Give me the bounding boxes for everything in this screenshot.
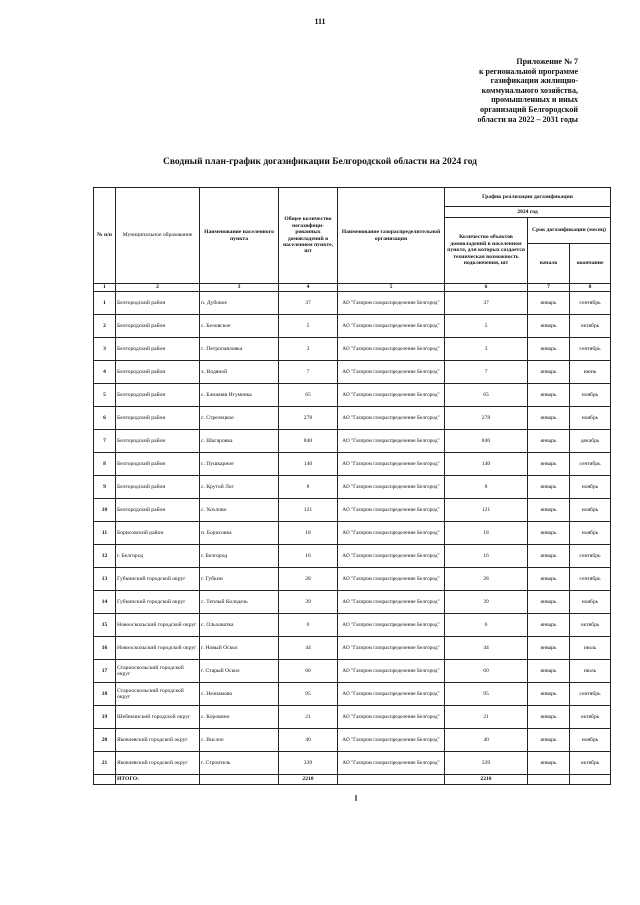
cell-municipality: Белгородский район [116, 315, 200, 338]
cell-start: январь [528, 430, 570, 453]
cell-num: 21 [94, 752, 116, 775]
table-row [94, 361, 611, 384]
cell-objects-count: 5 [445, 315, 528, 338]
cell-total-households: 39 [279, 591, 338, 614]
appendix-line: газификации жилищно- [490, 76, 578, 86]
cell-objects-count: 6 [445, 614, 528, 637]
cell-gas-organization: АО "Газпром газораспределение Белгород" [338, 430, 445, 453]
cell-end: ноябрь [570, 384, 611, 407]
cell-settlement: с. Коровино [200, 706, 279, 729]
cell-settlement: г. Губкин [200, 568, 279, 591]
cell-num: 3 [94, 338, 116, 361]
appendix-line: к региональной программе [478, 66, 578, 76]
cell-gas-organization: АО "Газпром газораспределение Белгород" [338, 384, 445, 407]
cell-municipality: Белгородский район [116, 384, 200, 407]
column-number: 3 [200, 284, 279, 292]
cell-num: 19 [94, 706, 116, 729]
cell-start: январь [528, 637, 570, 660]
header-total-households: Общее количество негазифици-рованных домовладений в населенном пункте, шт [279, 188, 338, 284]
header-municipality: Муниципальное образование [116, 188, 200, 284]
cell-settlement: п. Борисовка [200, 522, 279, 545]
cell-settlement: п. Дубовое [200, 292, 279, 315]
cell-municipality: Новооскольский городской округ [116, 637, 200, 660]
cell-objects-count: 95 [445, 683, 528, 706]
cell-total-households: 37 [279, 292, 338, 315]
cell-settlement: г. Новый Оскол [200, 637, 279, 660]
cell-gas-organization: АО "Газпром газораспределение Белгород" [338, 453, 445, 476]
cell-municipality: Яковлевский городской округ [116, 729, 200, 752]
scan-mark [355, 795, 357, 801]
cell-num: 10 [94, 499, 116, 522]
cell-end: октябрь [570, 315, 611, 338]
cell-end: октябрь [570, 752, 611, 775]
cell-end: июль [570, 660, 611, 683]
cell-num: 12 [94, 545, 116, 568]
cell-num: 17 [94, 660, 116, 683]
cell-objects-count: 140 [445, 453, 528, 476]
table-row [94, 614, 611, 637]
table-row [94, 384, 611, 407]
cell-start: январь [528, 315, 570, 338]
cell-end: сентябрь [570, 568, 611, 591]
cell-settlement: с. Незнамово [200, 683, 279, 706]
cell-end: сентябрь [570, 338, 611, 361]
cell-total-households: 44 [279, 637, 338, 660]
header-year: 2024 год [445, 207, 611, 218]
cell-municipality: Белгородский район [116, 338, 200, 361]
cell-num: 7 [94, 430, 116, 453]
table-row [94, 591, 611, 614]
cell-end: ноябрь [570, 522, 611, 545]
table-row [94, 752, 611, 775]
cell-gas-organization: АО "Газпром газораспределение Белгород" [338, 752, 445, 775]
cell-end: ноябрь [570, 591, 611, 614]
cell-start: январь [528, 292, 570, 315]
cell-settlement: с. Крутой Лог [200, 476, 279, 499]
cell-total-households: 65 [279, 384, 338, 407]
cell-settlement: с. Стрелецкое [200, 407, 279, 430]
cell-gas-organization: АО "Газпром газораспределение Белгород" [338, 637, 445, 660]
header-schedule-group: График реализации догазификации [445, 188, 611, 207]
table-row [94, 683, 611, 706]
cell-objects-count: 28 [445, 568, 528, 591]
total-households: 2210 [279, 775, 338, 785]
cell-total-households: 60 [279, 660, 338, 683]
cell-municipality: Белгородский район [116, 453, 200, 476]
header-start: начало [528, 244, 570, 284]
table-row [94, 292, 611, 315]
cell-settlement: с. Беловское [200, 315, 279, 338]
cell-settlement: с. Теплый Колодезь [200, 591, 279, 614]
header-gas-organization: Наименование газораспределительной организации [338, 188, 445, 284]
cell-settlement: с. Вислое [200, 729, 279, 752]
cell-total-households: 95 [279, 683, 338, 706]
table-row [94, 407, 611, 430]
cell-total-households: 16 [279, 545, 338, 568]
cell-start: январь [528, 384, 570, 407]
cell-municipality: Старооскольский городской округ [116, 660, 200, 683]
cell-start: январь [528, 683, 570, 706]
cell-objects-count: 840 [445, 430, 528, 453]
cell-objects-count: 7 [445, 361, 528, 384]
cell-municipality: Губкинский городской округ [116, 568, 200, 591]
appendix-line: организаций Белгородской [479, 104, 578, 114]
appendix-note [408, 57, 578, 124]
table-row [94, 430, 611, 453]
cell-total-households: 8 [279, 476, 338, 499]
table-row [94, 499, 611, 522]
column-number: 6 [445, 284, 528, 292]
cell-gas-organization: АО "Газпром газораспределение Белгород" [338, 614, 445, 637]
cell-objects-count: 121 [445, 499, 528, 522]
cell-start: январь [528, 752, 570, 775]
cell-total-households: 339 [279, 752, 338, 775]
header-settlement: Наименование населенного пункта [200, 188, 279, 284]
cell-total-households: 121 [279, 499, 338, 522]
cell-settlement: г. Строитель [200, 752, 279, 775]
cell-start: январь [528, 545, 570, 568]
gasification-schedule-table [93, 187, 611, 785]
cell-start: январь [528, 499, 570, 522]
cell-start: январь [528, 568, 570, 591]
cell-objects-count: 16 [445, 545, 528, 568]
cell-total-households: 7 [279, 361, 338, 384]
cell-total-households: 21 [279, 706, 338, 729]
cell-gas-organization: АО "Газпром газораспределение Белгород" [338, 545, 445, 568]
table-row [94, 315, 611, 338]
cell-objects-count: 65 [445, 384, 528, 407]
cell-end: октябрь [570, 614, 611, 637]
cell-objects-count: 60 [445, 660, 528, 683]
column-number: 7 [528, 284, 570, 292]
cell-start: январь [528, 476, 570, 499]
column-number: 2 [116, 284, 200, 292]
cell-start: январь [528, 453, 570, 476]
cell-settlement: г. Старый Оскол [200, 660, 279, 683]
cell-gas-organization: АО "Газпром газораспределение Белгород" [338, 338, 445, 361]
cell-gas-organization: АО "Газпром газораспределение Белгород" [338, 706, 445, 729]
cell-end: сентябрь [570, 292, 611, 315]
cell-num: 18 [94, 683, 116, 706]
cell-gas-organization: АО "Газпром газораспределение Белгород" [338, 729, 445, 752]
column-numbers-row [94, 284, 611, 292]
cell-total-households: 40 [279, 729, 338, 752]
cell-total-households: 140 [279, 453, 338, 476]
column-number: 4 [279, 284, 338, 292]
cell-end: июнь [570, 361, 611, 384]
cell-total-households: 6 [279, 614, 338, 637]
cell-settlement: с. Ольховатка [200, 614, 279, 637]
table-body [94, 292, 611, 785]
cell-start: январь [528, 729, 570, 752]
cell-end: сентябрь [570, 545, 611, 568]
cell-end: сентябрь [570, 683, 611, 706]
cell-settlement: с. Хохлово [200, 499, 279, 522]
header-period: Срок догазификации (месяц) [528, 218, 611, 244]
cell-total-households: 5 [279, 315, 338, 338]
cell-municipality: г. Белгород [116, 545, 200, 568]
cell-start: январь [528, 407, 570, 430]
cell-municipality: Белгородский район [116, 361, 200, 384]
cell-municipality: Белгородский район [116, 430, 200, 453]
cell-end: июль [570, 637, 611, 660]
cell-gas-organization: АО "Газпром газораспределение Белгород" [338, 476, 445, 499]
cell-municipality: Губкинский городской округ [116, 591, 200, 614]
cell-total-households: 28 [279, 568, 338, 591]
cell-municipality: Шебекинский городской округ [116, 706, 200, 729]
cell-num: 20 [94, 729, 116, 752]
cell-num: 16 [94, 637, 116, 660]
cell-objects-count: 39 [445, 591, 528, 614]
cell-num: 2 [94, 315, 116, 338]
cell-objects-count: 339 [445, 752, 528, 775]
cell-num: 8 [94, 453, 116, 476]
cell-gas-organization: АО "Газпром газораспределение Белгород" [338, 499, 445, 522]
cell-municipality: Белгородский район [116, 292, 200, 315]
cell-end: декабрь [570, 430, 611, 453]
cell-start: январь [528, 591, 570, 614]
cell-total-households: 3 [279, 338, 338, 361]
cell-gas-organization: АО "Газпром газораспределение Белгород" [338, 591, 445, 614]
cell-num: 15 [94, 614, 116, 637]
header-objects-count: Количество объектов домовладений в населенном пункте, для которых создается техническая возможность подключения, шт [445, 218, 528, 284]
cell-num: 13 [94, 568, 116, 591]
cell-start: январь [528, 660, 570, 683]
cell-total-households: 840 [279, 430, 338, 453]
cell-gas-organization: АО "Газпром газораспределение Белгород" [338, 315, 445, 338]
cell-municipality: Белгородский район [116, 407, 200, 430]
cell-municipality: Белгородский район [116, 476, 200, 499]
total-label: ИТОГО: [116, 775, 200, 785]
cell-municipality: Яковлевский городской округ [116, 752, 200, 775]
cell-end: ноябрь [570, 729, 611, 752]
cell-total-households: 18 [279, 522, 338, 545]
cell-num: 9 [94, 476, 116, 499]
header-num: № п/п [94, 188, 116, 284]
cell-end: ноябрь [570, 407, 611, 430]
cell-settlement: х. Водяной [200, 361, 279, 384]
appendix-line: промышленных и иных [491, 95, 578, 105]
cell-gas-organization: АО "Газпром газораспределение Белгород" [338, 407, 445, 430]
table-row [94, 453, 611, 476]
cell-objects-count: 37 [445, 292, 528, 315]
cell-objects-count: 18 [445, 522, 528, 545]
table-row [94, 660, 611, 683]
cell-gas-organization: АО "Газпром газораспределение Белгород" [338, 361, 445, 384]
table-row [94, 568, 611, 591]
column-number: 8 [570, 284, 611, 292]
cell-total-households: 278 [279, 407, 338, 430]
cell-municipality: Белгородский район [116, 499, 200, 522]
cell-num: 11 [94, 522, 116, 545]
cell-start: январь [528, 338, 570, 361]
cell-municipality: Старооскольский городской округ [116, 683, 200, 706]
appendix-line: области на 2022 – 2031 годы [477, 114, 578, 124]
cell-num: 6 [94, 407, 116, 430]
table-row [94, 338, 611, 361]
cell-start: январь [528, 522, 570, 545]
total-objects-count: 2210 [445, 775, 528, 785]
cell-gas-organization: АО "Газпром газораспределение Белгород" [338, 568, 445, 591]
cell-num: 1 [94, 292, 116, 315]
appendix-line: коммунального хозяйства, [481, 85, 578, 95]
cell-num: 14 [94, 591, 116, 614]
cell-objects-count: 44 [445, 637, 528, 660]
table-header [94, 188, 611, 292]
column-number: 1 [94, 284, 116, 292]
cell-end: ноябрь [570, 476, 611, 499]
document-title: Сводный план-график догазификации Белгородской области на 2024 год [162, 157, 477, 167]
cell-settlement: с. Пушкарное [200, 453, 279, 476]
cell-gas-organization: АО "Газпром газораспределение Белгород" [338, 292, 445, 315]
column-number: 5 [338, 284, 445, 292]
cell-end: октябрь [570, 706, 611, 729]
cell-objects-count: 21 [445, 706, 528, 729]
cell-end: сентябрь [570, 453, 611, 476]
cell-end: ноябрь [570, 499, 611, 522]
cell-objects-count: 278 [445, 407, 528, 430]
table-row [94, 522, 611, 545]
header-end: окончание [570, 244, 611, 284]
cell-gas-organization: АО "Газпром газораспределение Белгород" [338, 660, 445, 683]
table-row [94, 476, 611, 499]
total-row [94, 775, 611, 785]
cell-start: январь [528, 706, 570, 729]
cell-num: 4 [94, 361, 116, 384]
page-number: 111 [314, 17, 326, 26]
cell-settlement: с. Шагаровка [200, 430, 279, 453]
cell-gas-organization: АО "Газпром газораспределение Белгород" [338, 522, 445, 545]
cell-settlement: г. Белгород [200, 545, 279, 568]
cell-settlement: с. Петропавловка [200, 338, 279, 361]
cell-objects-count: 3 [445, 338, 528, 361]
cell-objects-count: 8 [445, 476, 528, 499]
cell-gas-organization: АО "Газпром газораспределение Белгород" [338, 683, 445, 706]
cell-num: 5 [94, 384, 116, 407]
cell-start: январь [528, 361, 570, 384]
cell-objects-count: 40 [445, 729, 528, 752]
table-row [94, 545, 611, 568]
cell-start: январь [528, 614, 570, 637]
appendix-line: Приложение № 7 [516, 57, 578, 66]
table-row [94, 729, 611, 752]
table-row [94, 637, 611, 660]
cell-settlement: с. Ближняя Игуменка [200, 384, 279, 407]
cell-municipality: Новооскольский городской округ [116, 614, 200, 637]
cell-municipality: Борисовский район [116, 522, 200, 545]
table-row [94, 706, 611, 729]
